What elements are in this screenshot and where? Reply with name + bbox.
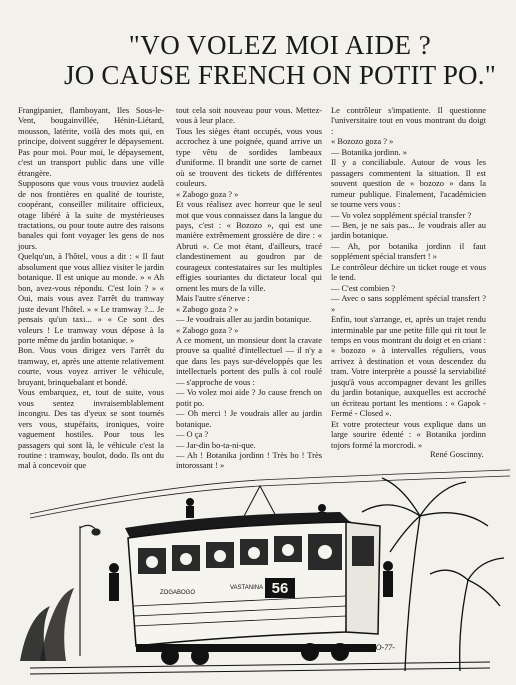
tree-left [20,588,74,661]
paragraph: Et votre protecteur vous explique dans un large sourire édenté : « Botanika jordinn tojors formé la morcrodi. » [331,418,486,450]
paragraph: Supposons que vous vous trouviez audelà de nos frontières en qualité de touriste, coopérant, conseiller militaire officieux, otage libéré à la suite de mystérieuses tractations, ou pour toute autre des raisons banales qui font voyager les gens de nos jours. [18,178,164,251]
paragraph: Il y a conciliabule. Autour de vous les passagers commentent la situation. Il est souvent question de « bozozo » dans la rumeur publique. Finalement, l'académicien se tourne vers vous : [331,157,486,210]
paragraph: — C'est combien ? [331,282,396,293]
paragraph: Enfin, tout s'arrange, et, après un trajet rendu interminable par une petite fille qui rit tout le temps en vous montrant du doigt et en criant : « bozozo » à intervalles réguliers, vous arrivez à destination et vous descendez du tram. Votre interprète a poussé la serviabilité jusqu'à vous accompagner devant les grilles du jardin botanique, auxquelles est accroché un écriteau portant les mentions : « Gapok - Fermé - Closed ». [331,314,486,419]
paragraph: — Je voudrais aller au jardin botanique. [176,314,312,325]
text-column-2 [176,105,322,471]
text-column-1 [18,105,164,471]
paragraph: — Avec o sans sopplément spécial transfert ? » [331,293,486,314]
paragraph: — Ah, por botanika jordinn il faut sopplément spécial transfert ! » [331,240,486,262]
overhead-wires [30,470,510,518]
paragraph: Bon. Vous vous dirigez vers l'arrêt du tramway, et, après une attente relativement courte, vous voyez arriver le véhicule, bruyant, brinquebalant et bondé. [18,345,164,387]
author-signature: René Goscinny. [430,449,484,459]
tram-number: 56 [271,580,289,597]
paragraph: — Botanika jordinn. » [331,146,407,157]
paragraph: Vous embarquez, et, tout de suite, vous vous sentez invraisemblablement incongru. Des tas d'yeux se sont tournés vers vous, stupéfaits, ironiques, voire vaguement hostiles. Pour tous les passagers qui sont là, le véhicule c'est la routine : tramway, boulot, dodo. Ils ont du mal à concevoir que [18,387,164,471]
paragraph: — Ben, je ne sais pas... Je voudrais aller au jardin botanique. [331,219,486,241]
paragraph: « Zabogo goza ? » [176,303,239,314]
paragraph: — Ah ! Botanika jordinn ! Très bo ! Très intorossant ! » [176,449,322,471]
paragraph: Mais l'autre s'énerve : [176,293,250,304]
paragraph: Et vous réalisez avec horreur que le seul mot que vous connaissez dans la langue du pays, c'est : « Bozozo », qui est une manière extrêmement grossière de dire : « Abruti ». Ce mot étant, d'ailleurs, tracé clandestinement au goudron par de courageux contestataires sur les multiples effigies souriantes du dictateur local qui ornent les murs de la ville. [176,199,322,293]
text-column-3 [331,105,486,450]
tram-sign-left: ZOGABOGO [160,590,196,596]
paragraph: — Jar-din bo-ta-ni-que. [176,439,256,450]
tram-drawing [10,456,510,681]
paragraph: tout cela soit nouveau pour vous. Mettez-vous à leur place. [176,105,322,126]
paragraph: Quelqu'un, à l'hôtel, vous a dit : « Il faut absolument que vous alliez visiter le jardin botanique. Il est unique au monde. » « Ah bon, avez-vous répondu. C'est loin ? » « Oui, mais vous avez l'arrêt du tramway juste devant l'hôtel. » « Le tramway ?... Je pensais qu'un taxi... » « Ce sont des voleurs ! Le tramway vous dépose à la porte même du jardin botanique. » [18,251,164,345]
paragraph: Le contrôleur déchire un ticket rouge et vous le tend. [331,261,486,283]
headline [60,30,500,90]
street-lamp-icon [80,525,100,656]
artist-signature: UDERZO-77- [350,643,395,652]
paragraph: Tous les sièges étant occupés, vous vous accrochez à une poignée, quand arrive un type vêtu de sordides lambeaux d'uniforme. Il brandit une sorte de carnet où se trouvent des tickets de différentes couleurs. [176,125,322,189]
headline-line-1: "VO VOLEZ MOI AIDE ? [128,30,432,60]
tram-sign-right: VASTANINA [230,585,264,591]
paragraph: Le contrôleur s'impatiente. Il questionne l'universitaire tout en vous montrant du doigt : [331,105,486,136]
headline-line-2: JO CAUSE FRENCH ON POTIT PO." [64,60,496,90]
paragraph: — O ça ? [176,429,209,440]
paragraph: A ce moment, un monsieur dont la cravate prouve sa qualité d'intellectuel — il n'y a que dans les pays sur-développés que les intellectuels portent des pulls à col roulé — s'approche de vous : [176,334,322,387]
paragraph: Frangipanier, flamboyant, Iles Sous-le-Vent, bougainvillée, Hénin-Liétard, mousson, latérite, voilà des mots qui, en principe, doivent suggérer le dépaysement. Pas pour moi. Pour moi, le dépaysement, c'est un transport public dans une ville étrangère. [18,105,164,178]
paragraph: « Zabogo goza ? » [176,188,239,199]
paragraph: — Oh merci ! Je voudrais aller au jardin botanique. [176,408,322,429]
tram-illustration [10,456,510,681]
paragraph: « Zabogo goza ? » [176,324,239,335]
paragraph: « Bozozo goza ? » [331,136,394,147]
paragraph: — Vo volez moi aide ? Jo cause french on potit po. [176,387,322,408]
tram-number-plate [265,578,295,598]
paragraph: — Vo volez sopplément spécial transfer ? [331,209,472,220]
